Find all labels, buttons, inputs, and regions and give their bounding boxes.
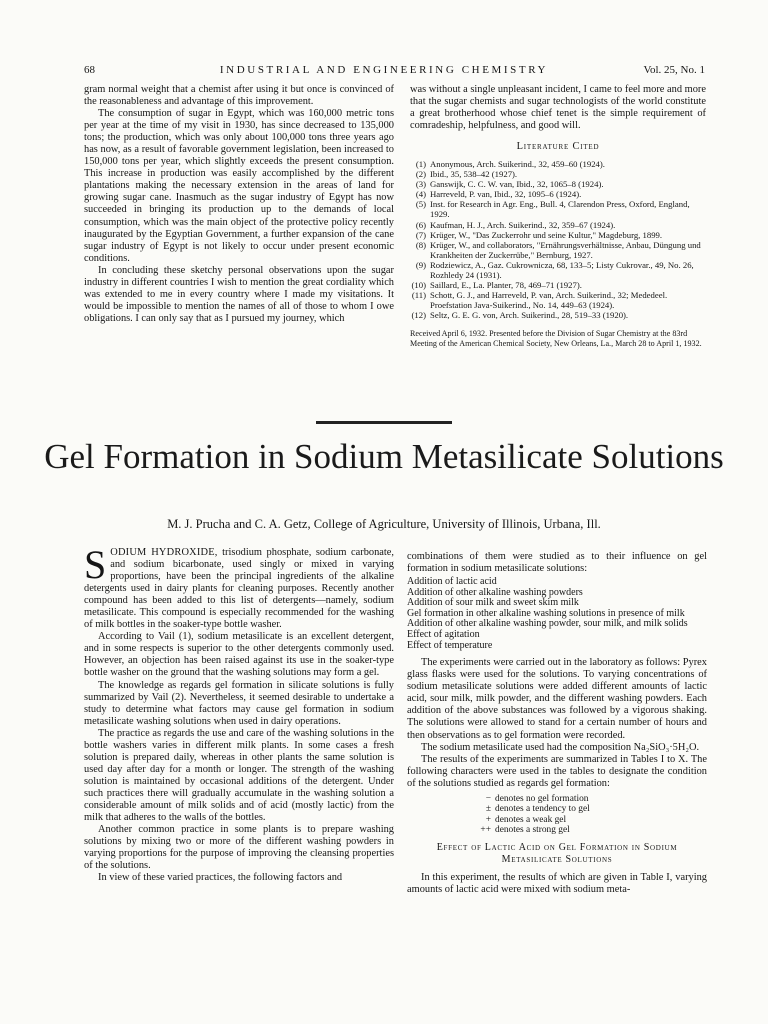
body-paragraph: The knowledge as regards gel formation in silicate solutions is fully summarized by Vail (2). Nevertheless, it seemed desirable to undertake a study to determine what factors may cause gel formation in sodium metasilicate washing solutions when used in dairy operations. bbox=[84, 679, 394, 727]
body-paragraph: Another common practice in some plants is to prepare washing solutions by mixing two or more of the different washing powders in varying proportions for the purpose of improving the cleansing properties of the solutions. bbox=[84, 824, 394, 872]
body-paragraph: gram normal weight that a chemist after using it but once is convinced of the reasonableness and advantage of this improvement. bbox=[84, 84, 394, 108]
body-paragraph: combinations of them were studied as to their influence on gel formation in sodium metasilicate solutions: bbox=[407, 551, 707, 575]
article-left-column bbox=[84, 542, 394, 884]
legend-item: − denotes no gel formation bbox=[485, 793, 589, 804]
literature-cited-heading: Literature Cited bbox=[516, 141, 600, 153]
body-paragraph: According to Vail (1), sodium metasilicate is an excellent detergent, and in some respects is superior to the other detergents commonly used. However, an objection has been raised against its use in the soaker-type bottle washer on the ground that the washing solutions may form a gel. bbox=[84, 631, 394, 679]
reference-list bbox=[410, 159, 706, 320]
reference-item: (6) Kaufman, H. J., Arch. Suikerind., 32, 359–67 (1924). bbox=[415, 219, 616, 230]
gel-symbol-legend bbox=[467, 794, 707, 836]
article-authors: M. J. Prucha and C. A. Getz, College of Agriculture, University of Illinois, Urbana, Ill. bbox=[167, 517, 601, 531]
body-paragraph: In view of these varied practices, the following factors and bbox=[98, 872, 343, 884]
list-item: Addition of other alkaline washing powders bbox=[407, 586, 583, 598]
article-right-column bbox=[407, 551, 707, 896]
article-title: Gel Formation in Sodium Metasilicate Solutions bbox=[44, 437, 724, 476]
reference-item: (9) Rodziewicz, A., Gaz. Cukrownicza, 68, 133–5; Listy Cukrovar., 49, No. 26, Rozhledy 24 (1931). bbox=[415, 259, 694, 280]
page-header bbox=[0, 64, 768, 80]
body-paragraph: The results of the experiments are summarized in Tables I to X. The following characters were used in the tables to designate the condition of the solutions studied as regards gel formation: bbox=[407, 753, 707, 789]
previous-article-left-column bbox=[84, 84, 394, 325]
opening-paragraph: SODIUM HYDROXIDE, trisodium phosphate, sodium carbonate, and sodium bicarbonate, used singly or mixed in varying proportions, have been the principal ingredients of the alkaline detergents used in dairy plants for cleaning purposes. Recently another compound has been added to this list of detergents—namely, sodium metasilicate. This compound is especially recommended for the washing of milk bottles in the soaker-type bottle washer. bbox=[84, 542, 394, 631]
list-item: Addition of lactic acid bbox=[407, 576, 497, 588]
journal-title: INDUSTRIAL AND ENGINEERING CHEMISTRY bbox=[219, 64, 549, 76]
drop-cap: S bbox=[84, 542, 107, 587]
body-paragraph: The experiments were carried out in the laboratory as follows: Pyrex glass flasks were used for the solutions. To varying concentrations of sodium metasilicate solutions were added different amounts of lactic acid, sour milk, milk powder, and the different washing powders. Each addition of the above substances was followed by a vigorous shaking. The solutions were allowed to stand for a certain number of hours and then observations as to gel formation were recorded. bbox=[407, 657, 707, 741]
received-note: Received April 6, 1932. Presented before the Division of Sugar Chemistry at the 83rd Meeting of the American Chemical Society, New Orleans, La., March 28 to April 1, 1932. bbox=[410, 328, 702, 348]
reference-item: (4) Harreveld, P. van, Ibid., 32, 1095–6 (1924). bbox=[415, 189, 582, 200]
list-item: Effect of temperature bbox=[407, 639, 493, 651]
body-paragraph: In concluding these sketchy personal observations upon the sugar industry in different countries I wish to mention the great cordiality which was extended to me in every country where I made my visitations. It would be impossible to mention the names of all of those to whom I owe obligations. I can only say that as I pursued my journey, which bbox=[84, 264, 394, 324]
reference-item: (8) Krüger, W., and collaborators, "Ernährungsverhältnisse, Anbau, Düngung und Krankheiten der Zuckerrübe," Bernburg, 1927. bbox=[415, 239, 701, 260]
list-item: Addition of other alkaline washing powder, sour milk, and milk solids bbox=[407, 618, 688, 630]
reference-item: (7) Krüger, W., "Das Zuckerrohr und seine Kultur," Magdeburg, 1899. bbox=[415, 229, 663, 240]
reference-item: (10) Saillard, E., La. Planter, 78, 469–71 (1927). bbox=[411, 279, 582, 290]
reference-item: (12) Seltz, G. E. G. von, Arch. Suikerind., 28, 519–33 (1920). bbox=[411, 309, 629, 320]
opening-words: ODIUM HYDROXIDE, bbox=[110, 547, 218, 558]
body-paragraph: The consumption of sugar in Egypt, which was 160,000 metric tons per year at the time of my visit in 1930, has since decreased to 135,000 tons; the production, which was only about 100,000 tons three years ago has now, as a result of favorable government legislation, been increased to 150,000 tons per year, which slightly exceeds the present consumption. This increase in production was easily accomplished by the different plantations making the necessary extension in the areas of land for growing sugar cane. Inasmuch as the sugar industry of Egypt has now succeeded in bringing its production up to the demands of local consumption, which was the main object of the protective policy recently inaugurated by the Egyptian Government, a further expansion of the cane sugar industry of Egypt is not likely to occur under present economic conditions. bbox=[84, 108, 394, 264]
previous-article-right-column bbox=[410, 84, 706, 348]
list-item: Addition of sour milk and sweet skim milk bbox=[407, 597, 579, 609]
legend-item: + denotes a weak gel bbox=[485, 814, 567, 825]
legend-item: ± denotes a tendency to gel bbox=[485, 804, 590, 815]
section-divider bbox=[316, 421, 452, 424]
reference-item: (1) Anonymous, Arch. Suikerind., 32, 459–60 (1924). bbox=[415, 159, 605, 170]
factor-list bbox=[407, 577, 707, 651]
page-number: 68 bbox=[84, 64, 95, 76]
body-paragraph: was without a single unpleasant incident, I came to feel more and more that the sugar chemists and sugar technologists of the world constitute a great brotherhood whose chief tenet is the simple requirement of comradeship, helpfulness, and good will. bbox=[410, 84, 706, 132]
body-paragraph: The practice as regards the use and care of the washing solutions in the bottle washers varies in different milk plants. In some cases a fresh solution is prepared daily, whereas in other plants the same solution is used day after day for a month or longer. The strength of the washing solution is maintained by occasional additions of the detergent. Under such practices there will gradually accumulate in the washing solution a considerable amount of milk solids and of acid (mostly lactic) from the milk that adheres to the walls of the bottles. bbox=[84, 727, 394, 824]
reference-item: (11) Schott, G. J., and Harreveld, P. van, Arch. Suikerind., 32; Mededeel. Proefstation Java-Suikerind., No. 14, 449–63 (1924). bbox=[411, 289, 668, 310]
body-paragraph: The sodium metasilicate used had the composition Na₂SiO₃·5H₂O. bbox=[421, 741, 700, 753]
body-paragraph: In this experiment, the results of which are given in Table I, varying amounts of lactic acid were mixed with sodium meta- bbox=[407, 872, 707, 896]
list-item: Effect of agitation bbox=[407, 629, 480, 641]
section-heading: Effect of Lactic Acid on Gel Formation in Sodium Metasilicate Solutions bbox=[436, 842, 678, 866]
legend-item: ++ denotes a strong gel bbox=[480, 824, 570, 835]
reference-item: (2) Ibid., 35, 538–42 (1927). bbox=[415, 169, 518, 180]
reference-item: (5) Inst. for Research in Agr. Eng., Bull. 4, Clarendon Press, Oxford, England, 1929. bbox=[415, 199, 690, 220]
list-item: Gel formation in other alkaline washing solutions in presence of milk bbox=[407, 607, 685, 619]
reference-item: (3) Ganswijk, C. C. W. van, Ibid., 32, 1065–8 (1924). bbox=[415, 179, 604, 190]
volume-issue: Vol. 25, No. 1 bbox=[643, 64, 705, 76]
